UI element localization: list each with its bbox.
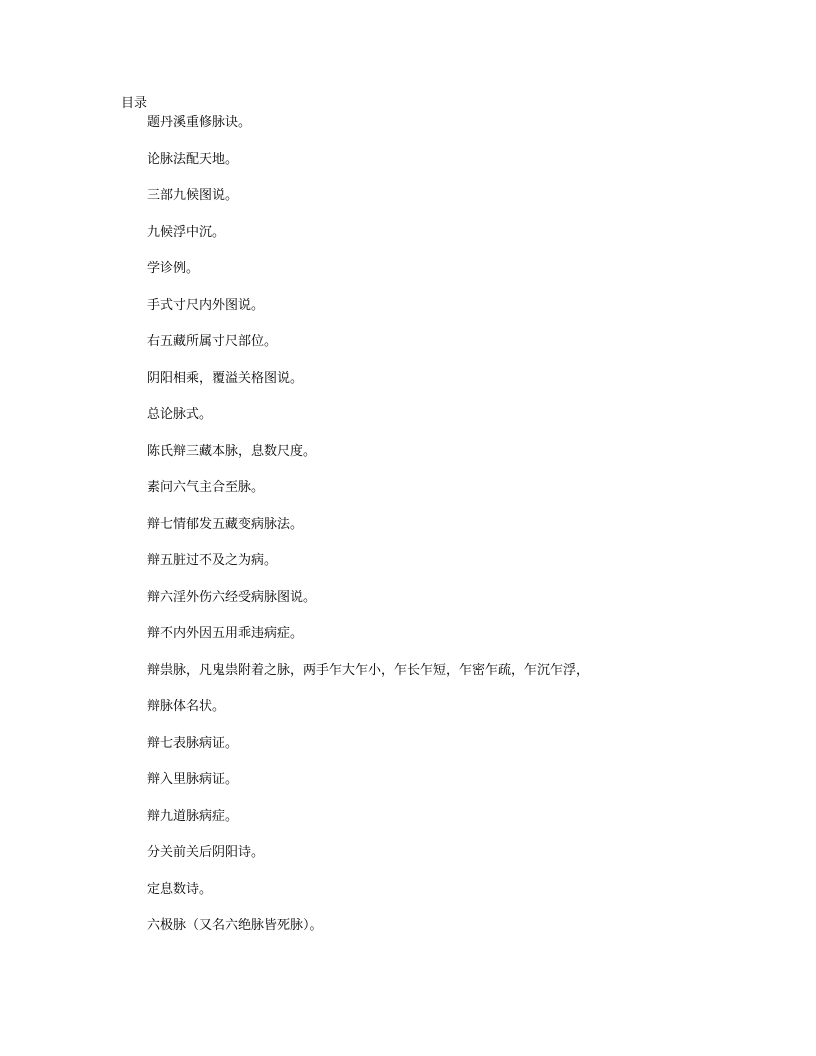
toc-entry: 辩七表脉病证。 <box>147 735 239 751</box>
toc-entry: 辩祟脉，凡鬼祟附着之脉，两手乍大乍小，乍长乍短，乍密乍疏，乍沉乍浮， <box>147 662 590 678</box>
toc-entry: 论脉法配天地。 <box>147 151 239 167</box>
toc-entry: 素问六气主合至脉。 <box>147 480 265 495</box>
toc-entry: 六极脉（又名六绝脉皆死脉）。 <box>147 918 323 933</box>
toc-entry: 三部九候图说。 <box>147 188 239 203</box>
toc-heading: 目录 <box>121 96 148 111</box>
toc-entry: 辩脉体名状。 <box>147 699 226 714</box>
toc-entry: 定息数诗。 <box>147 881 213 897</box>
toc-entry: 辩五脏过不及之为病。 <box>147 553 278 568</box>
toc-entry: 右五藏所属寸尺部位。 <box>147 334 278 349</box>
toc-entry: 辩入里脉病证。 <box>147 772 239 787</box>
toc-entry: 分关前关后阴阳诗。 <box>147 845 265 860</box>
toc-entry: 陈氏辩三藏本脉，息数尺度。 <box>147 443 317 459</box>
toc-entry: 九候浮中沉。 <box>147 224 226 240</box>
toc-entry: 学诊例。 <box>147 261 200 276</box>
toc-entry: 辩九道脉病症。 <box>147 808 239 824</box>
toc-entry: 辩七情郁发五藏变病脉法。 <box>147 516 304 532</box>
toc-entry: 阴阳相乘，覆溢关格图说。 <box>147 370 304 386</box>
toc-entry: 辩不内外因五用乖违病症。 <box>147 626 304 641</box>
toc-entry: 手式寸尺内外图说。 <box>147 297 265 313</box>
toc-entry: 题丹溪重修脉诀。 <box>147 115 252 130</box>
toc-entry: 辩六淫外伤六经受病脉图说。 <box>147 589 317 605</box>
toc-list <box>147 113 589 953</box>
toc-entry: 总论脉式。 <box>147 407 213 422</box>
